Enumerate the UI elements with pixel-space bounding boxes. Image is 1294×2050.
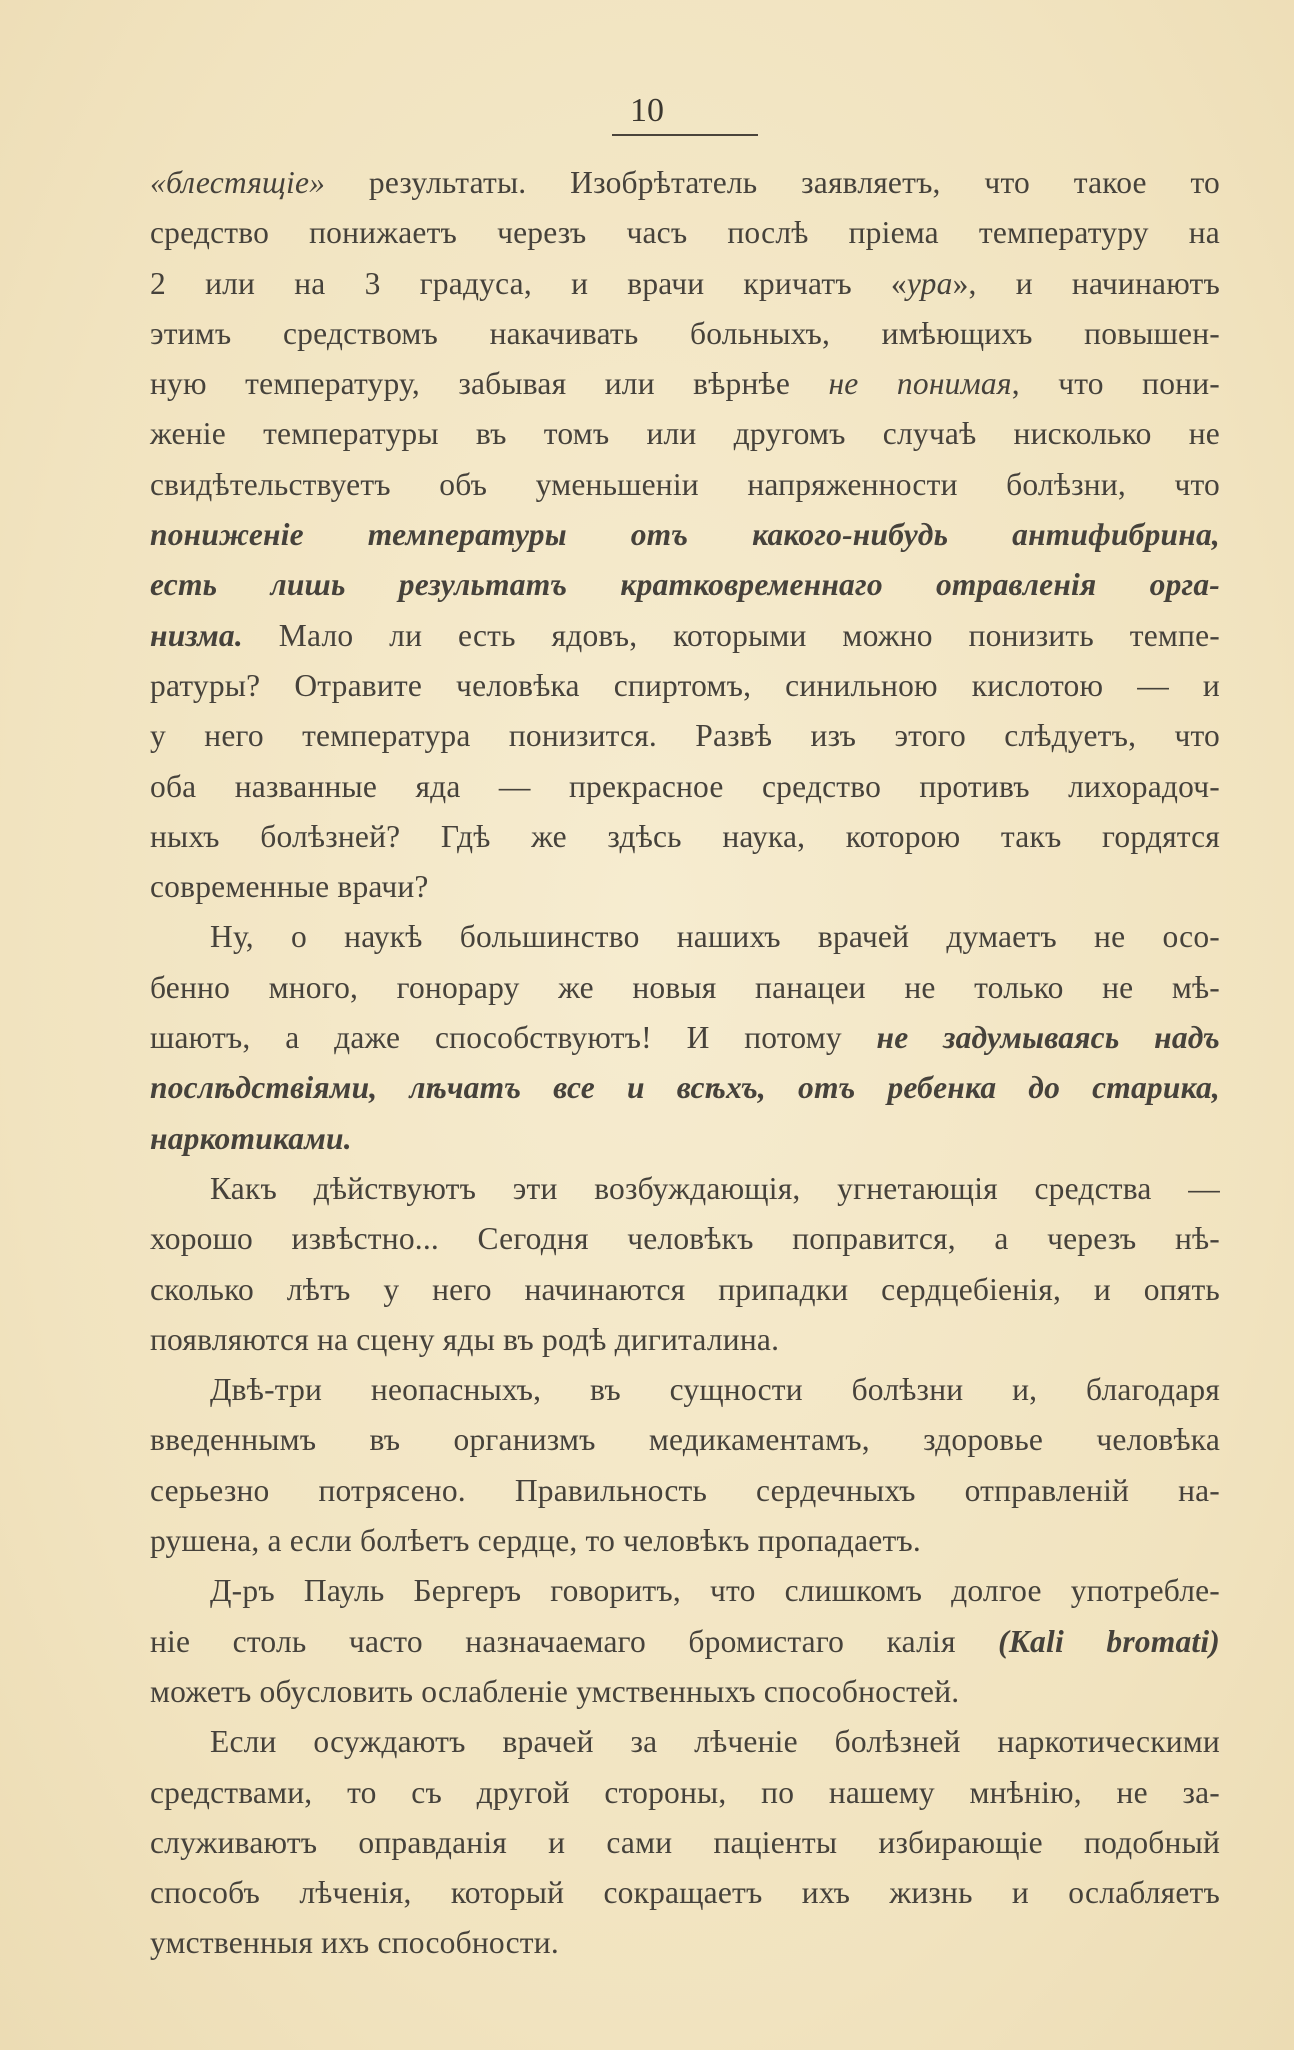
text-line [150, 1114, 1220, 1164]
text-segment: Какъ дѣйствуютъ эти возбуждающія, угнетающія средства — [210, 1170, 1220, 1206]
emphasis-text: ура [906, 265, 953, 301]
text-segment: », и начинаютъ [952, 265, 1220, 301]
text-line [150, 259, 1220, 309]
text-line [150, 611, 1220, 661]
text-segment: служиваютъ оправданія и сами паціенты избирающіе подобный [150, 1824, 1220, 1860]
text-segment: хорошо извѣстно... Сегодня человѣкъ поправится, а черезъ нѣ- [150, 1221, 1220, 1257]
text-line [150, 711, 1220, 761]
text-line [150, 1265, 1220, 1315]
text-line [150, 862, 1220, 912]
text-segment: 2 или на 3 градуса, и врачи кричатъ « [150, 265, 907, 301]
paragraph [150, 158, 1220, 912]
text-line [150, 1667, 1220, 1717]
text-line [150, 1466, 1220, 1516]
paragraph [150, 1566, 1220, 1717]
text-line [150, 309, 1220, 359]
text-line [150, 208, 1220, 258]
emphasis-text: пониженіе температуры отъ какого-нибудь антифибрина, [150, 517, 1220, 553]
text-segment: Если осуждаютъ врачей за лѣченіе болѣзней наркотическими [210, 1724, 1220, 1760]
text-segment: свидѣтельствуетъ объ уменьшеніи напряженности болѣзни, что [150, 466, 1220, 502]
text-line [150, 560, 1220, 610]
text-segment: женіе температуры въ томъ или другомъ случаѣ нисколько не [150, 416, 1220, 452]
text-segment: средство понижаетъ черезъ часъ послѣ пріема температуру на [150, 215, 1220, 251]
text-segment: оба названные яда — прекрасное средство противъ лихорадоч- [150, 768, 1220, 804]
text-line [150, 359, 1220, 409]
emphasis-text: «блестящіе» [150, 165, 326, 200]
text-segment: рушена, а если болѣетъ сердце, то человѣкъ пропадаетъ. [150, 1523, 921, 1559]
text-segment: умственныя ихъ способности. [150, 1925, 559, 1961]
text-line [150, 1415, 1220, 1465]
text-line [150, 1818, 1220, 1868]
paragraph [150, 1717, 1220, 1968]
text-segment: появляются на сцену яды въ родѣ дигиталина. [150, 1321, 780, 1357]
paragraph [150, 1365, 1220, 1566]
paragraph [150, 1164, 1220, 1365]
body-text [150, 158, 1220, 1969]
text-line [150, 158, 1220, 208]
text-line [150, 460, 1220, 510]
emphasis-text: не задумываясь надъ [876, 1020, 1220, 1056]
text-segment: Д-ръ Пауль Бергеръ говоритъ, что слишкомъ долгое употребле- [210, 1573, 1220, 1609]
text-segment: ратуры? Отравите человѣка спиртомъ, синильною кислотою — и [150, 667, 1220, 703]
text-segment: Ну, о наукѣ большинство нашихъ врачей думаетъ не осо- [210, 919, 1220, 955]
emphasis-text: есть лишь результатъ кратковременнаго отравленія орга- [150, 567, 1220, 603]
page-number: 10 [630, 92, 664, 129]
text-line [150, 661, 1220, 711]
text-line [150, 1617, 1220, 1667]
text-segment: введеннымъ въ организмъ медикаментамъ, здоровье человѣка [150, 1422, 1220, 1458]
emphasis-text: (Kali bromati) [998, 1623, 1220, 1659]
text-segment: серьезно потрясено. Правильность сердечныхъ отправленій на- [150, 1472, 1220, 1508]
header-rule [612, 134, 758, 136]
emphasis-text: наркотиками. [150, 1120, 352, 1156]
emphasis-text: низма. [150, 617, 243, 653]
text-segment: у него температура понизится. Развѣ изъ этого слѣдуетъ, что [150, 718, 1220, 754]
text-segment: этимъ средствомъ накачивать больныхъ, имѣющихъ повышен- [150, 315, 1220, 351]
text-segment: Двѣ-три неопасныхъ, въ сущности болѣзни и, благодаря [210, 1372, 1220, 1408]
text-segment: ную температуру, забывая или вѣрнѣе [150, 366, 829, 402]
text-line [150, 1918, 1220, 1968]
text-line [150, 812, 1220, 862]
text-segment: сколько лѣтъ у него начинаются припадки сердцебіенія, и опять [150, 1271, 1220, 1307]
text-segment: ныхъ болѣзней? Гдѣ же здѣсь наука, которою такъ гордятся [150, 818, 1220, 854]
text-line [150, 409, 1220, 459]
text-segment: современные врачи? [150, 869, 429, 905]
text-line [150, 1566, 1220, 1616]
text-segment: способъ лѣченія, который сокращаетъ ихъ жизнь и ослабляетъ [150, 1875, 1220, 1911]
text-segment: можетъ обусловить ослабленіе умственныхъ способностей. [150, 1673, 960, 1709]
text-line [150, 1717, 1220, 1767]
text-line [150, 1013, 1220, 1063]
text-line [150, 762, 1220, 812]
text-segment: , что пони- [1011, 366, 1220, 402]
text-line [150, 510, 1220, 560]
emphasis-text: не понимая [828, 366, 1012, 402]
text-line [150, 1063, 1220, 1113]
text-segment: шаютъ, а даже способствуютъ! И потому [150, 1020, 877, 1056]
text-line [150, 1164, 1220, 1214]
text-line [150, 963, 1220, 1013]
text-line [150, 1868, 1220, 1918]
text-line [150, 912, 1220, 962]
text-line [150, 1768, 1220, 1818]
text-segment: средствами, то съ другой стороны, по нашему мнѣнію, не за- [150, 1774, 1220, 1810]
text-line [150, 1516, 1220, 1566]
text-segment: ніе столь часто назначаемаго бромистаго калія [150, 1623, 999, 1659]
emphasis-text: послѣдствіями, лѣчатъ все и всѣхъ, отъ ребенка до старика, [150, 1070, 1220, 1106]
text-line [150, 1315, 1220, 1365]
paragraph [150, 912, 1220, 1163]
text-line [150, 1214, 1220, 1264]
text-line [150, 1365, 1220, 1415]
text-segment: бенно много, гонорару же новыя панацеи не только не мѣ- [150, 969, 1220, 1005]
text-segment: результаты. Изобрѣтатель заявляетъ, что такое то [325, 165, 1220, 200]
text-segment: Мало ли есть ядовъ, которыми можно понизить темпе- [242, 617, 1220, 653]
